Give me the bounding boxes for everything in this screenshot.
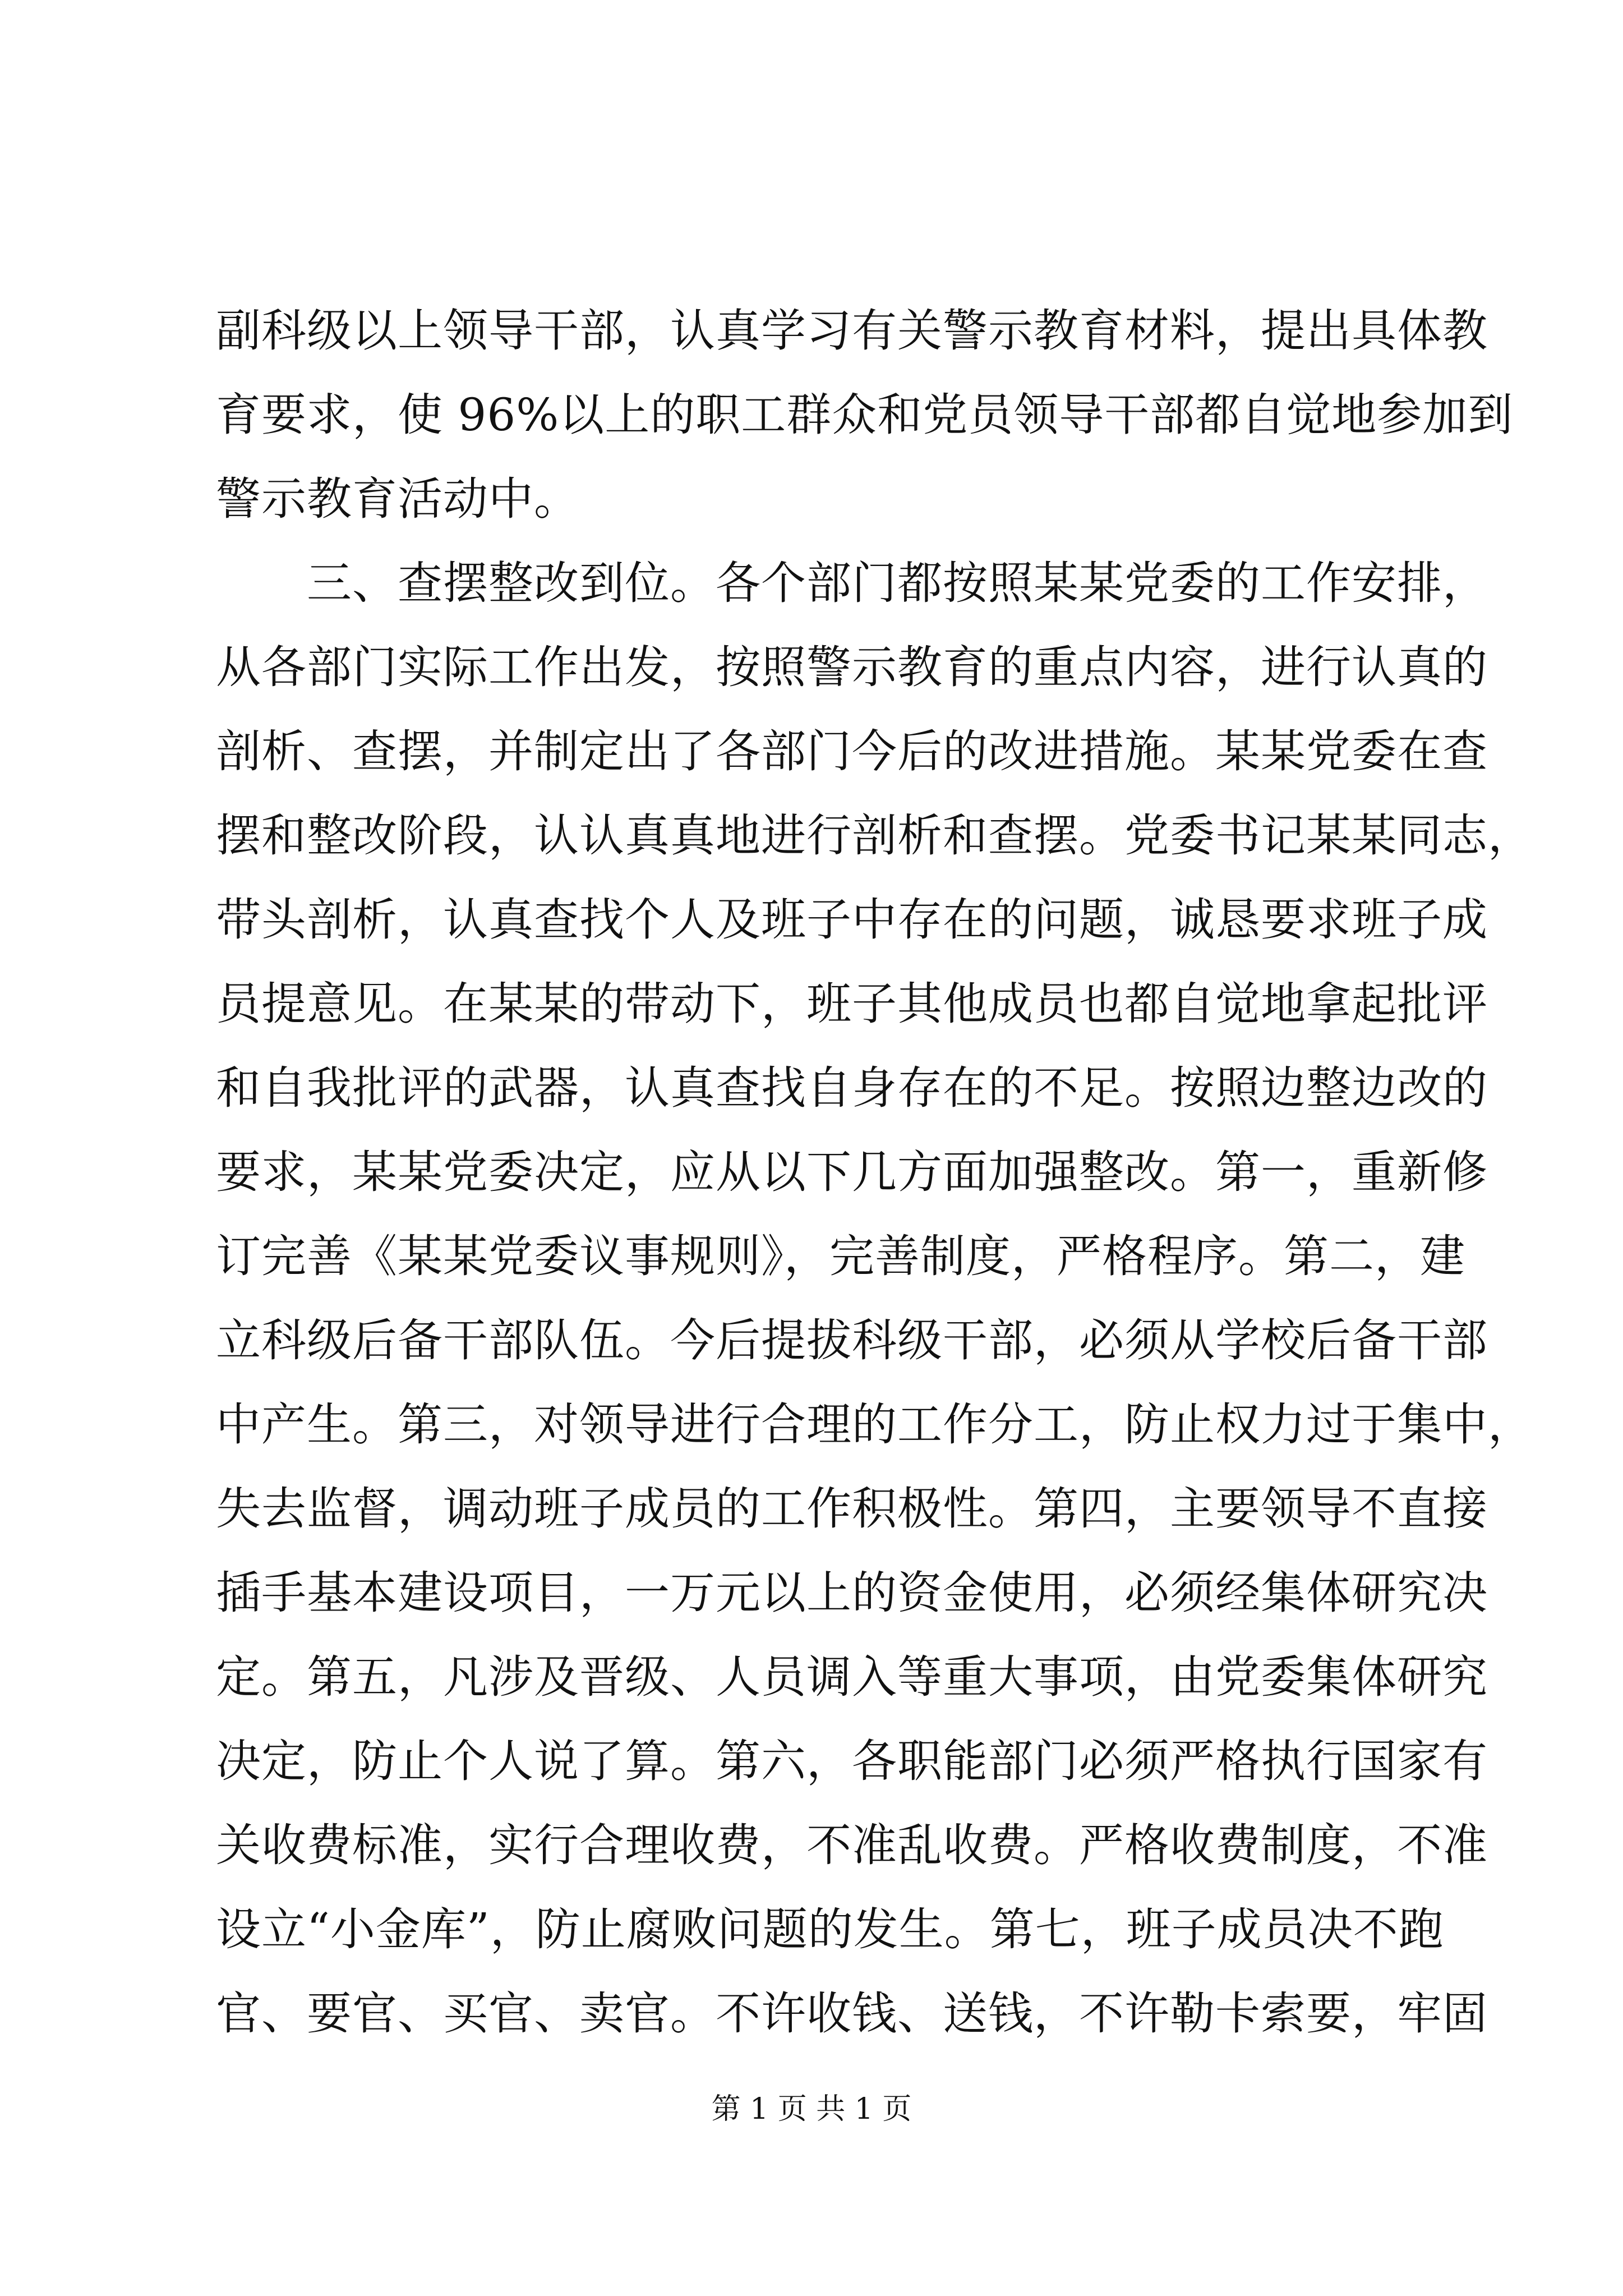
text-line: 带头剖析，认真查找个人及班子中存在的问题，诚恳要求班子成 [216,894,1488,946]
text-line: 关收费标准，实行合理收费，不准乱收费。严格收费制度，不准 [216,1819,1488,1871]
text-line: 剖析、查摆，并制定出了各部门今后的改进措施。某某党委在查 [216,725,1488,777]
text-line: 定。第五，凡涉及晋级、人员调入等重大事项，由党委集体研究 [216,1651,1488,1703]
text-line: 员提意见。在某某的带动下，班子其他成员也都自觉地拿起批评 [216,978,1488,1030]
text-line: 立科级后备干部队伍。今后提拔科级干部，必须从学校后备干部 [216,1314,1488,1366]
text-line: 从各部门实际工作出发，按照警示教育的重点内容，进行认真的 [216,641,1488,693]
text-line: 摆和整改阶段，认认真真地进行剖析和查摆。党委书记某某同志， [216,809,1533,862]
text-line: 订完善《某某党委议事规则》，完善制度，严格程序。第二，建 [216,1230,1465,1282]
text-line: 插手基本建设项目，一万元以上的资金使用，必须经集体研究决 [216,1567,1488,1619]
text-line: 警示教育活动中。 [216,473,579,525]
text-line: 和自我批评的武器，认真查找自身存在的不足。按照边整边改的 [216,1062,1488,1114]
text-line: 要求，某某党委决定，应从以下几方面加强整改。第一，重新修 [216,1146,1488,1198]
text-line: 三、查摆整改到位。各个部门都按照某某党委的工作安排， [216,557,1488,609]
text-line: 设立“小金库”，防止腐败问题的发生。第七，班子成员决不跑 [216,1903,1444,1955]
text-line: 副科级以上领导干部，认真学习有关警示教育材料，提出具体教 [216,305,1488,357]
text-line: 决定，防止个人说了算。第六，各职能部门必须严格执行国家有 [216,1735,1488,1787]
text-line: 官、要官、买官、卖官。不许收钱、送钱，不许勒卡索要，牢固 [216,1987,1488,2040]
body-text [216,289,1533,2056]
page-footer: 第 1 页 共 1 页 [711,2092,912,2126]
text-line: 失去监督，调动班子成员的工作积极性。第四，主要领导不直接 [216,1483,1488,1535]
text-line: 中产生。第三，对领导进行合理的工作分工，防止权力过于集中， [216,1398,1533,1451]
text-line: 育要求，使 96%以上的职工群众和党员领导干部都自觉地参加到 [216,389,1514,441]
